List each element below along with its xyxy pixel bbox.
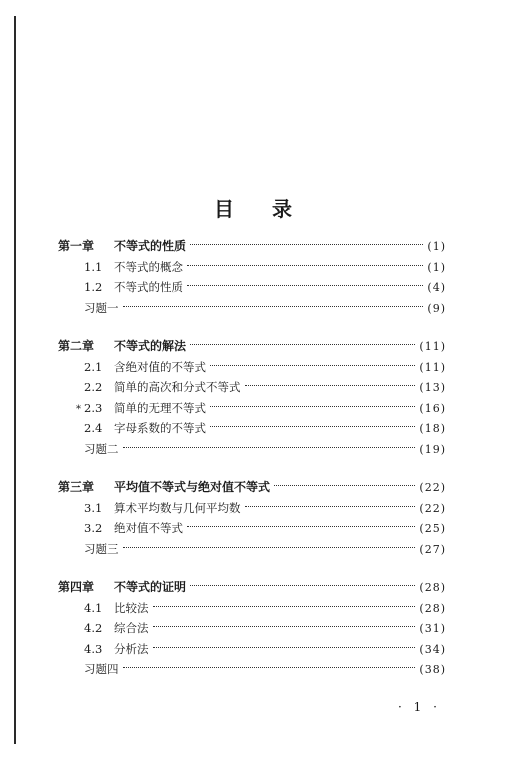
section-title: 绝对值不等式 [114,521,183,535]
page-number: (22) [419,501,446,515]
leader-dots [123,653,416,668]
page-number: (16) [419,401,446,415]
page-number: (18) [419,422,446,435]
leader-dots [153,592,416,607]
leader-dots [187,271,423,286]
page-number: (4) [427,281,446,294]
section-number: 3.2 [84,521,103,535]
chapter-title: 不等式的证明 [114,580,187,594]
leader-dots [245,371,416,386]
page-number: (28) [419,601,446,615]
chapter-title: 不等式的解法 [114,339,187,353]
section-number: 4.1 [84,600,103,615]
toc-entry-exercise[interactable] [58,297,446,318]
section-number: 2.4 [84,421,103,435]
section-title: 不等式的性质 [114,280,183,294]
section-title: 比较法 [114,600,149,615]
section-number: 1.1 [84,259,103,274]
chapter-block [58,335,446,458]
page-number: (34) [419,642,446,656]
section-number: 4.2 [84,621,103,635]
optional-section-mark: * [76,403,81,415]
chapter-number: 第四章 [58,580,95,594]
leader-dots [153,612,416,627]
chapter-block [58,476,446,558]
section-title: 含绝对值的不等式 [114,359,206,374]
leader-dots [274,471,415,486]
exercise-title: 习题二 [84,441,119,456]
section-number: 2.2 [84,380,103,394]
section-number: 4.3 [84,641,103,656]
exercise-title: 习题三 [84,541,119,556]
page-number: (27) [419,542,446,556]
section-number: 2.1 [84,359,103,374]
page-number: (22) [419,481,446,494]
leader-dots [210,351,415,366]
chapter-number: 第一章 [58,239,95,253]
section-title: 不等式的概念 [114,259,183,274]
section-number-text: 2.3 [84,400,103,415]
page-number: (1) [427,260,446,274]
page-number: (11) [419,340,446,353]
footer-page-number: · 1 · [398,700,441,714]
leader-dots [210,412,415,427]
section-title: 算术平均数与几何平均数 [114,500,241,515]
table-of-contents [58,235,446,697]
toc-entry-exercise[interactable] [58,538,446,559]
chapter-block [58,576,446,679]
section-number: 1.2 [84,280,103,294]
section-number [58,401,114,415]
page-number: (28) [419,581,446,594]
page-number: (31) [419,622,446,635]
chapter-block [58,235,446,317]
section-title: 字母系数的不等式 [114,421,206,435]
leader-dots [187,512,415,527]
section-title: 简单的无理不等式 [114,400,206,415]
leader-dots [245,492,416,507]
section-title: 综合法 [114,621,149,635]
page-number: (11) [419,360,446,374]
exercise-title: 习题一 [84,300,119,315]
binding-edge-line [14,16,16,744]
leader-dots [210,392,415,407]
exercise-title: 习题四 [84,662,119,676]
chapter-number: 第三章 [58,480,95,494]
section-title: 简单的高次和分式不等式 [114,380,241,394]
page-number: (13) [419,381,446,394]
leader-dots [187,251,423,266]
leader-dots [190,571,415,586]
chapter-title: 不等式的性质 [114,239,187,253]
page-number: (25) [419,522,446,535]
section-number: 3.1 [84,500,103,515]
chapter-title: 平均值不等式与绝对值不等式 [114,480,271,494]
page-number: (38) [419,663,446,676]
page-title: 目录 [214,197,330,221]
leader-dots [190,330,415,345]
leader-dots [190,230,423,245]
chapter-number: 第二章 [58,339,95,353]
leader-dots [123,292,424,307]
toc-entry-exercise[interactable] [58,658,446,679]
page-number: (19) [419,442,446,456]
leader-dots [123,533,416,548]
page-number: (1) [427,240,446,253]
leader-dots [123,433,416,448]
toc-entry-exercise[interactable] [58,438,446,459]
section-title: 分析法 [114,641,149,656]
page-number: (9) [427,301,446,315]
leader-dots [153,633,416,648]
